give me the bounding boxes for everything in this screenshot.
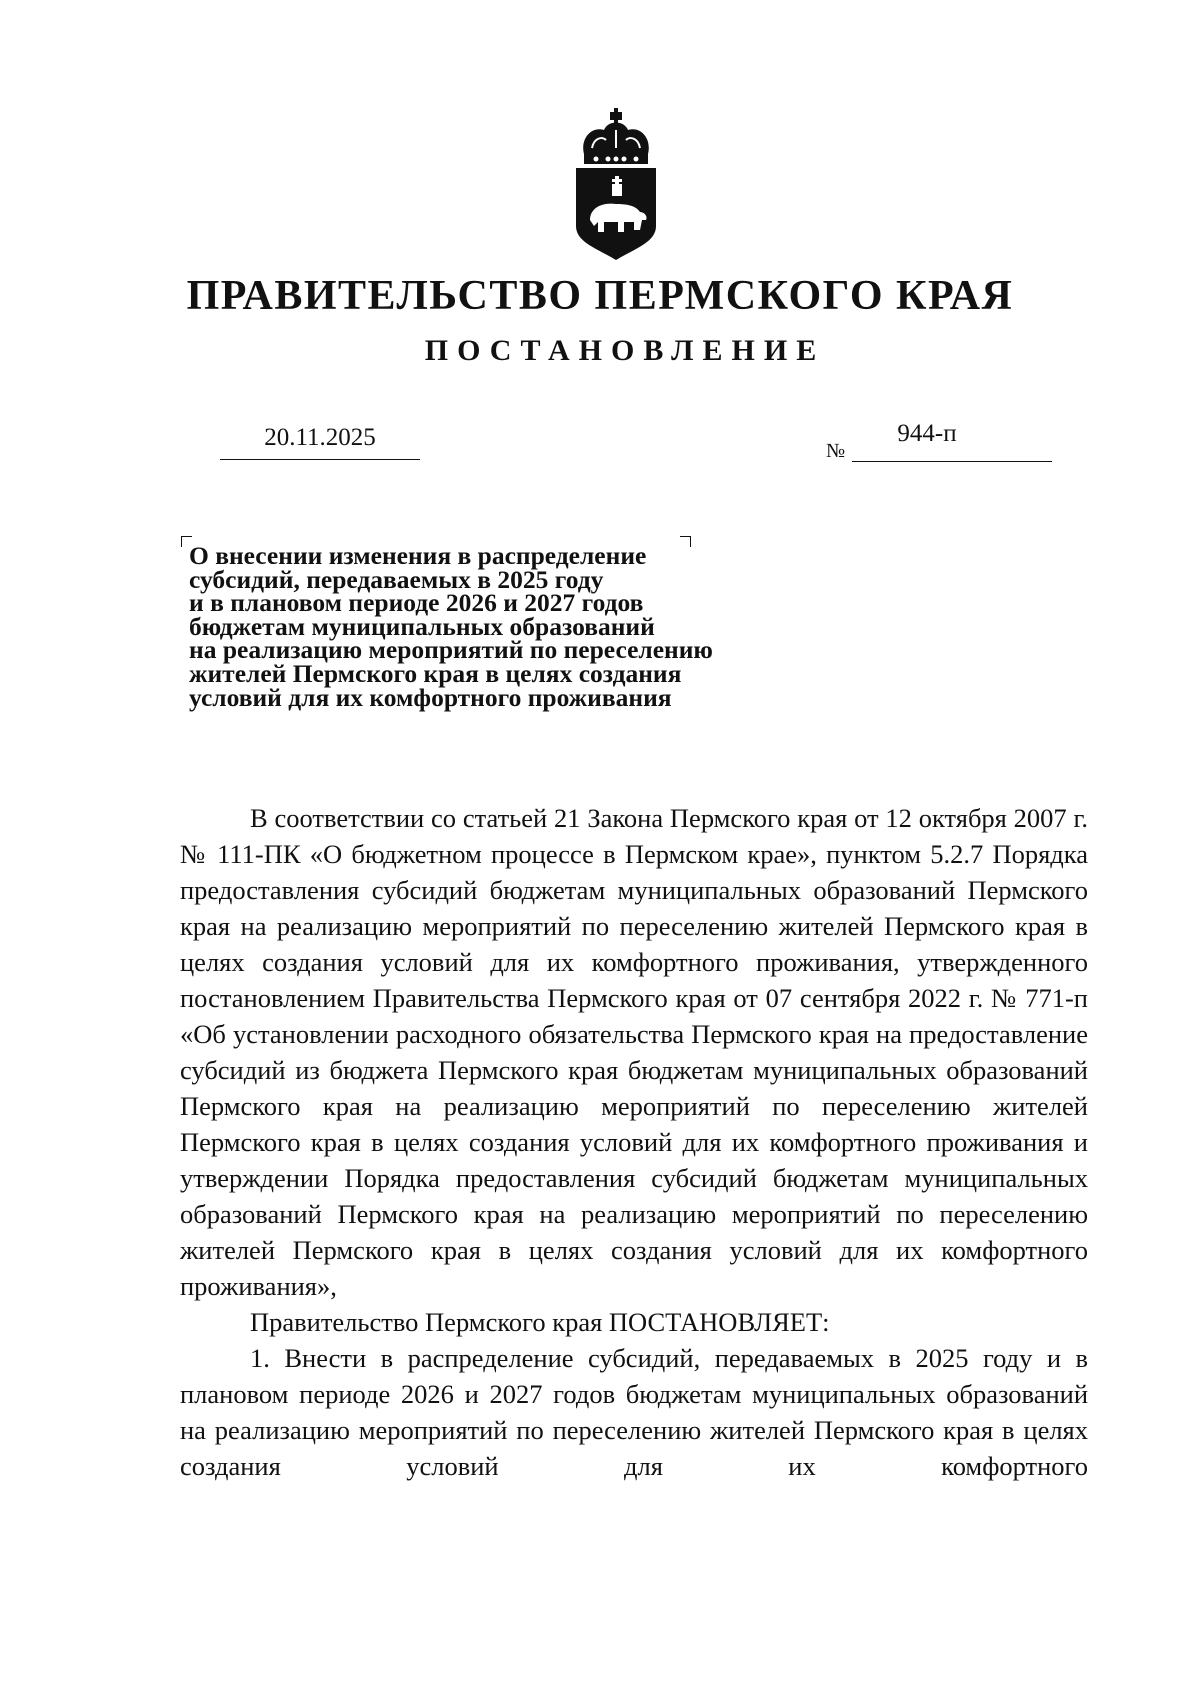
number-sign: № [826,440,846,462]
document-type: ПОСТАНОВЛЕНИЕ [424,334,826,367]
body-paragraph-preamble: В соответствии со статьей 21 Закона Пермского края от 12 октября 2007 г. № 111-ПК «О бюджетном процессе в Пермском крае», пунктом 5.2.7 Порядка предоставления субсидий бюджетам муниципальных образований Пермского края на реализацию мероприятий по переселению жителей Пермского края в целях создания условий для их комфортного проживания, утвержденного постановлением Правительства Пермского края от 07 сентября 2022 г. № 771-п «Об установлении расходного обязательства Пермского края на предоставление субсидий из бюджета Пермского края бюджетам муниципальных образований Пермского края на реализацию мероприятий по переселению жителей Пермского края в целях создания условий для их комфортного проживания и утверждении Порядка предоставления субсидий бюджетам муниципальных образований Пермского края на реализацию мероприятий по переселению жителей Пермского края в целях создания условий для их комфортного проживания», [180,803,1088,1301]
body-paragraph-item-1: 1. Внести в распределение субсидий, передаваемых в 2025 году и в плановом периоде 2026 и 2027 годов бюджетам муниципальных образований на реализацию мероприятий по переселению жителей Пермского края в целях создания условий для их комфортного [180,1343,1088,1481]
body-paragraph-resolves: Правительство Пермского края ПОСТАНОВЛЯЕТ: [250,1307,830,1337]
document-date: 20.11.2025 [264,424,376,451]
perm-krai-coat-of-arms-icon [570,108,662,260]
document-subject [189,541,789,712]
subject-line: условий для их комфортного проживания [189,682,672,712]
organization-title: ПРАВИТЕЛЬСТВО ПЕРМСКОГО КРАЯ [186,273,1014,319]
date-underline [220,459,420,460]
document-body [180,800,1088,1484]
subject-line: субсидий, передаваемых в 2025 году [189,564,604,594]
subject-line: бюджетам муниципальных образований [189,611,655,641]
subject-line: жителей Пермского края в целях создания [189,658,682,688]
subject-line: О внесении изменения в распределение [189,541,647,570]
document-number: 944-п [897,420,957,447]
subject-line: и в плановом периоде 2026 и 2027 годов [189,588,644,618]
subject-line: на реализацию мероприятий по переселению [189,635,713,665]
number-underline [852,461,1052,462]
